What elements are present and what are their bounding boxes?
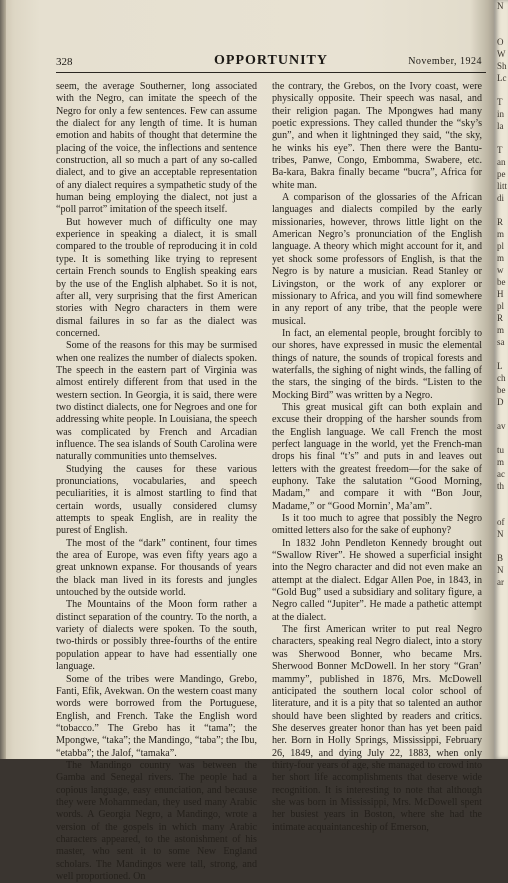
- adjacent-page-fragment: [494, 612, 508, 624]
- adjacent-page-fragment: N: [497, 1, 504, 11]
- adjacent-page-fragment: L: [497, 361, 503, 371]
- paragraph: The Mountains of the Moon form rather a distinct separation of the country. To the north, a variety of dialects were spoken. To the south, two-thirds or possibly three-fourths of the entire population appear to have had essentially one language.: [56, 599, 257, 673]
- header-rule: [56, 72, 486, 73]
- adjacent-page-fragment: R: [497, 313, 504, 323]
- adjacent-page-fragment: pe: [497, 169, 506, 179]
- paragraph: This great musical gift can both explain and excuse their dropping of the harsher sounds from the English language. We call French the most perfect language in the world, yet the French-man drops his final “t’s” and puts in and leaves out letters with the greatest freedom—for the sake of euphony. Take the salutation “Good Morning, Madam,” and compare it with “Bon Jour, Madame,” or “Good Mornin’, Ma’am”.: [272, 401, 482, 512]
- adjacent-page-fragment: [494, 624, 508, 636]
- paragraph: the contrary, the Grebos, on the Ivory coast, were physically opposite. Their speech was nasal, and their religion pagan. The Mpongwes had many poetic expressions. They called thunder the “sky’s gun”, and when it lightninged they said, “the sky, he winks his eye”. Then there were the Bantu-tribes, Panwe, Congo, Embomma, Swabere, etc. Ba-kara, Bakra finally became “bucra”, Africa for white man.: [272, 81, 482, 191]
- adjacent-page-fragment: ch: [497, 373, 506, 383]
- adjacent-page-fragment: W: [497, 49, 506, 59]
- adjacent-page-fragment: pl: [497, 241, 505, 251]
- adjacent-page-fragment: [494, 588, 508, 600]
- adjacent-page-fragment: be: [497, 277, 506, 287]
- paragraph: Some of the tribes were Mandingo, Grebo, Fanti, Efik, Avekwan. On the western coast many words were borrowed from the Portuguese, English, and French. Take the English word “tobacco.” The Grebo has it “tama”; the Mpongwe, “taka”; the Mandingo, “taba”; the Ibu, “etabba”; the Jalof, “tamaka”.: [56, 673, 257, 759]
- adjacent-page-fragment: av: [497, 421, 506, 431]
- paragraph: In 1832 John Pendleton Kennedy brought out “Swallow River”. He showed a superficial insight into the Negro character and did not even make an attempt at the dialect. Edgar Allen Poe, in 1843, in “Gold Bug” used a subsidiary and solitary figure, a Negro called “Jupiter”. He made a pathetic attempt at the dialect.: [272, 537, 482, 623]
- paragraph: The first American writer to put real Negro characters, speaking real Negro dialect, into a story was Sherwood Bonner, who became Mrs. Sherwood Bonner McDowell. In her story “Gran’ mammy”, published in 1876, Mrs. McDowell anticipated the southern local color school of literature, and it is a pity that so talented an author should have been slighted by readers and critics. She deserves greater honor than has yet been paid her. Born in Holly Springs, Mississippi, February 26, 1849, and dying July 22, 1883, when only thirty-four years of age, she managed to crowd into her short life accomplishments that deserve wide recognition. It is interesting to note that although she was born in Mississippi, Mrs. McDowell spent her busiest years in Boston, where she had the intimate acquaintanceship of Emerson,: [272, 624, 482, 833]
- right-column: [272, 81, 482, 834]
- adjacent-page-fragment: T: [497, 145, 503, 155]
- adjacent-page-fragment: pl: [497, 301, 505, 311]
- paragraph: A comparison of the glossaries of the African languages and dialects compiled by the early missionaries, however, throws little light on the American Negro’s pronunciation of the English language. A theory which might account for it, and yet shock some professors of English, is that the Negro is by nature a musician. Read Stanley or Livingston, or the work of any explorer or missionary to Africa, and you will find somewhere in any report of any tribe, that the people were musical.: [272, 192, 482, 327]
- adjacent-page-fragment: tu: [497, 445, 505, 455]
- page-number: 328: [56, 56, 73, 68]
- adjacent-page-fragment: [494, 348, 508, 360]
- adjacent-page-fragment: [494, 24, 508, 36]
- adjacent-page-fragment: B: [497, 553, 504, 563]
- adjacent-page-fragment: [494, 432, 508, 444]
- adjacent-page-fragment: [494, 600, 508, 612]
- adjacent-page-fragment: [494, 408, 508, 420]
- running-header: [56, 52, 486, 70]
- adjacent-page-fragment: N: [497, 529, 504, 539]
- adjacent-page-fragment: litt: [497, 181, 508, 191]
- paragraph: The most of the “dark” continent, four times the area of Europe, was even fifty years ago a great unknown expanse. For thousands of years the black man lived in its forests and jungles untouched by the outside world.: [56, 537, 257, 599]
- adjacent-page-fragment: [494, 636, 508, 648]
- adjacent-page-fragment: Lc: [497, 73, 507, 83]
- adjacent-page-fragment: m: [497, 457, 505, 467]
- adjacent-page-fragment: la: [497, 121, 504, 131]
- paragraph: Is it too much to agree that possibly the Negro omitted letters also for the sake of euphony?: [272, 513, 482, 537]
- adjacent-page-fragment: in: [497, 109, 505, 119]
- adjacent-page-fragment: O: [497, 37, 504, 47]
- adjacent-page-fragment: [494, 132, 508, 144]
- adjacent-page-fragment: [494, 540, 508, 552]
- binding-spine: [0, 0, 6, 759]
- adjacent-page-fragment: D: [497, 397, 504, 407]
- adjacent-page-fragment: m: [497, 253, 505, 263]
- adjacent-page-fragment: H: [497, 289, 504, 299]
- adjacent-page-fragment: R: [497, 217, 504, 227]
- paragraph: In fact, an elemental people, brought forcibly to our shores, have expressed in music the elemental things of nature, the sounds of tropical forests and waterfalls, the sighing of night winds, the falling of the stars, the singing of the birds. “Listen to the Mocking Bird” was written by a Negro.: [272, 327, 482, 401]
- adjacent-page-fragment: T: [497, 97, 503, 107]
- adjacent-page-fragment: [494, 204, 508, 216]
- adjacent-page-fragment: m: [497, 325, 505, 335]
- paragraph: The Mandingo country was between the Gamba and Senegal rivers. The people had a copious language, easy enunciation, and because they were Mohammedan, they used many Arabic words. A Georgia Negro, a Mandingo, wrote a version of the gospels in which many Arabic characters appeared, to the astonishment of his master, who sent it to some New England scholars. The Mandingos were tall, strong, and well proportioned. On: [56, 759, 257, 882]
- adjacent-page-fragment: N: [497, 565, 504, 575]
- adjacent-page-fragment: [494, 12, 508, 24]
- adjacent-page-fragment: Sh: [497, 61, 507, 71]
- paragraph: seem, the average Southerner, long associated with the Negro, can imitate the speech of the Negro for only a few sentences. Few can assume the dialect for any length of time. It is human emotion and habits of thought that determine the placing of the voice, the inflections and sentence construction, all so much a part of any so-called dialect, and to give an acceptable representation of any dialect requires a sympathetic study of the human being employing the dialect, not just a “poll parrot” imitation of the speech itself.: [56, 81, 257, 216]
- adjacent-page-fragment: w: [497, 265, 504, 275]
- left-column: [56, 81, 257, 883]
- adjacent-page-fragment: [494, 648, 508, 660]
- adjacent-page-fragment: sa: [497, 337, 505, 347]
- adjacent-page-fragment: ac: [497, 469, 505, 479]
- paragraph: Studying the causes for these various pronunciations, vocabularies, and speech peculiarities, it is almost startling to find that certain words, usually considered clumsy attempts to speak English, are in reality the purest of English.: [56, 463, 257, 537]
- adjacent-page-fragment: an: [497, 157, 506, 167]
- issue-date: November, 1924: [408, 56, 482, 67]
- adjacent-page-fragment: th: [497, 481, 505, 491]
- adjacent-page-fragment: [494, 492, 508, 504]
- adjacent-page-fragment: of: [497, 517, 505, 527]
- journal-title: OPPORTUNITY: [214, 53, 328, 68]
- adjacent-page-fragment: di: [497, 193, 505, 203]
- paragraph: But however much of difficulty one may experience in speaking a dialect, it is small compared to the trouble of reproducing it in cold type. It is something like trying to represent certain French sounds to English speaking ears by the use of the English alphabet. So it is not, after all, very surprising that the first American stories with Negro characters in them were dismal failures in so far as the dialect was concerned.: [56, 216, 257, 339]
- adjacent-page-edge: [494, 0, 508, 759]
- adjacent-page-fragment: ar: [497, 577, 504, 587]
- paragraph: Some of the reasons for this may be surmised when one realizes the number of dialects spoken. The speech in the eastern part of Virginia was almost entirely different from that used in the western section. In Georgia, it is said, there were two distinct dialects, one for Negroes and one for addressing white people. In Louisiana, the speech was complicated by French and Arcadian influence. The sea islands of South Carolina were naturally communities unto themselves.: [56, 340, 257, 463]
- adjacent-page-fragment: [494, 84, 508, 96]
- adjacent-page-fragment: m: [497, 229, 505, 239]
- adjacent-page-fragment: be: [497, 385, 506, 395]
- adjacent-page-fragment: [494, 504, 508, 516]
